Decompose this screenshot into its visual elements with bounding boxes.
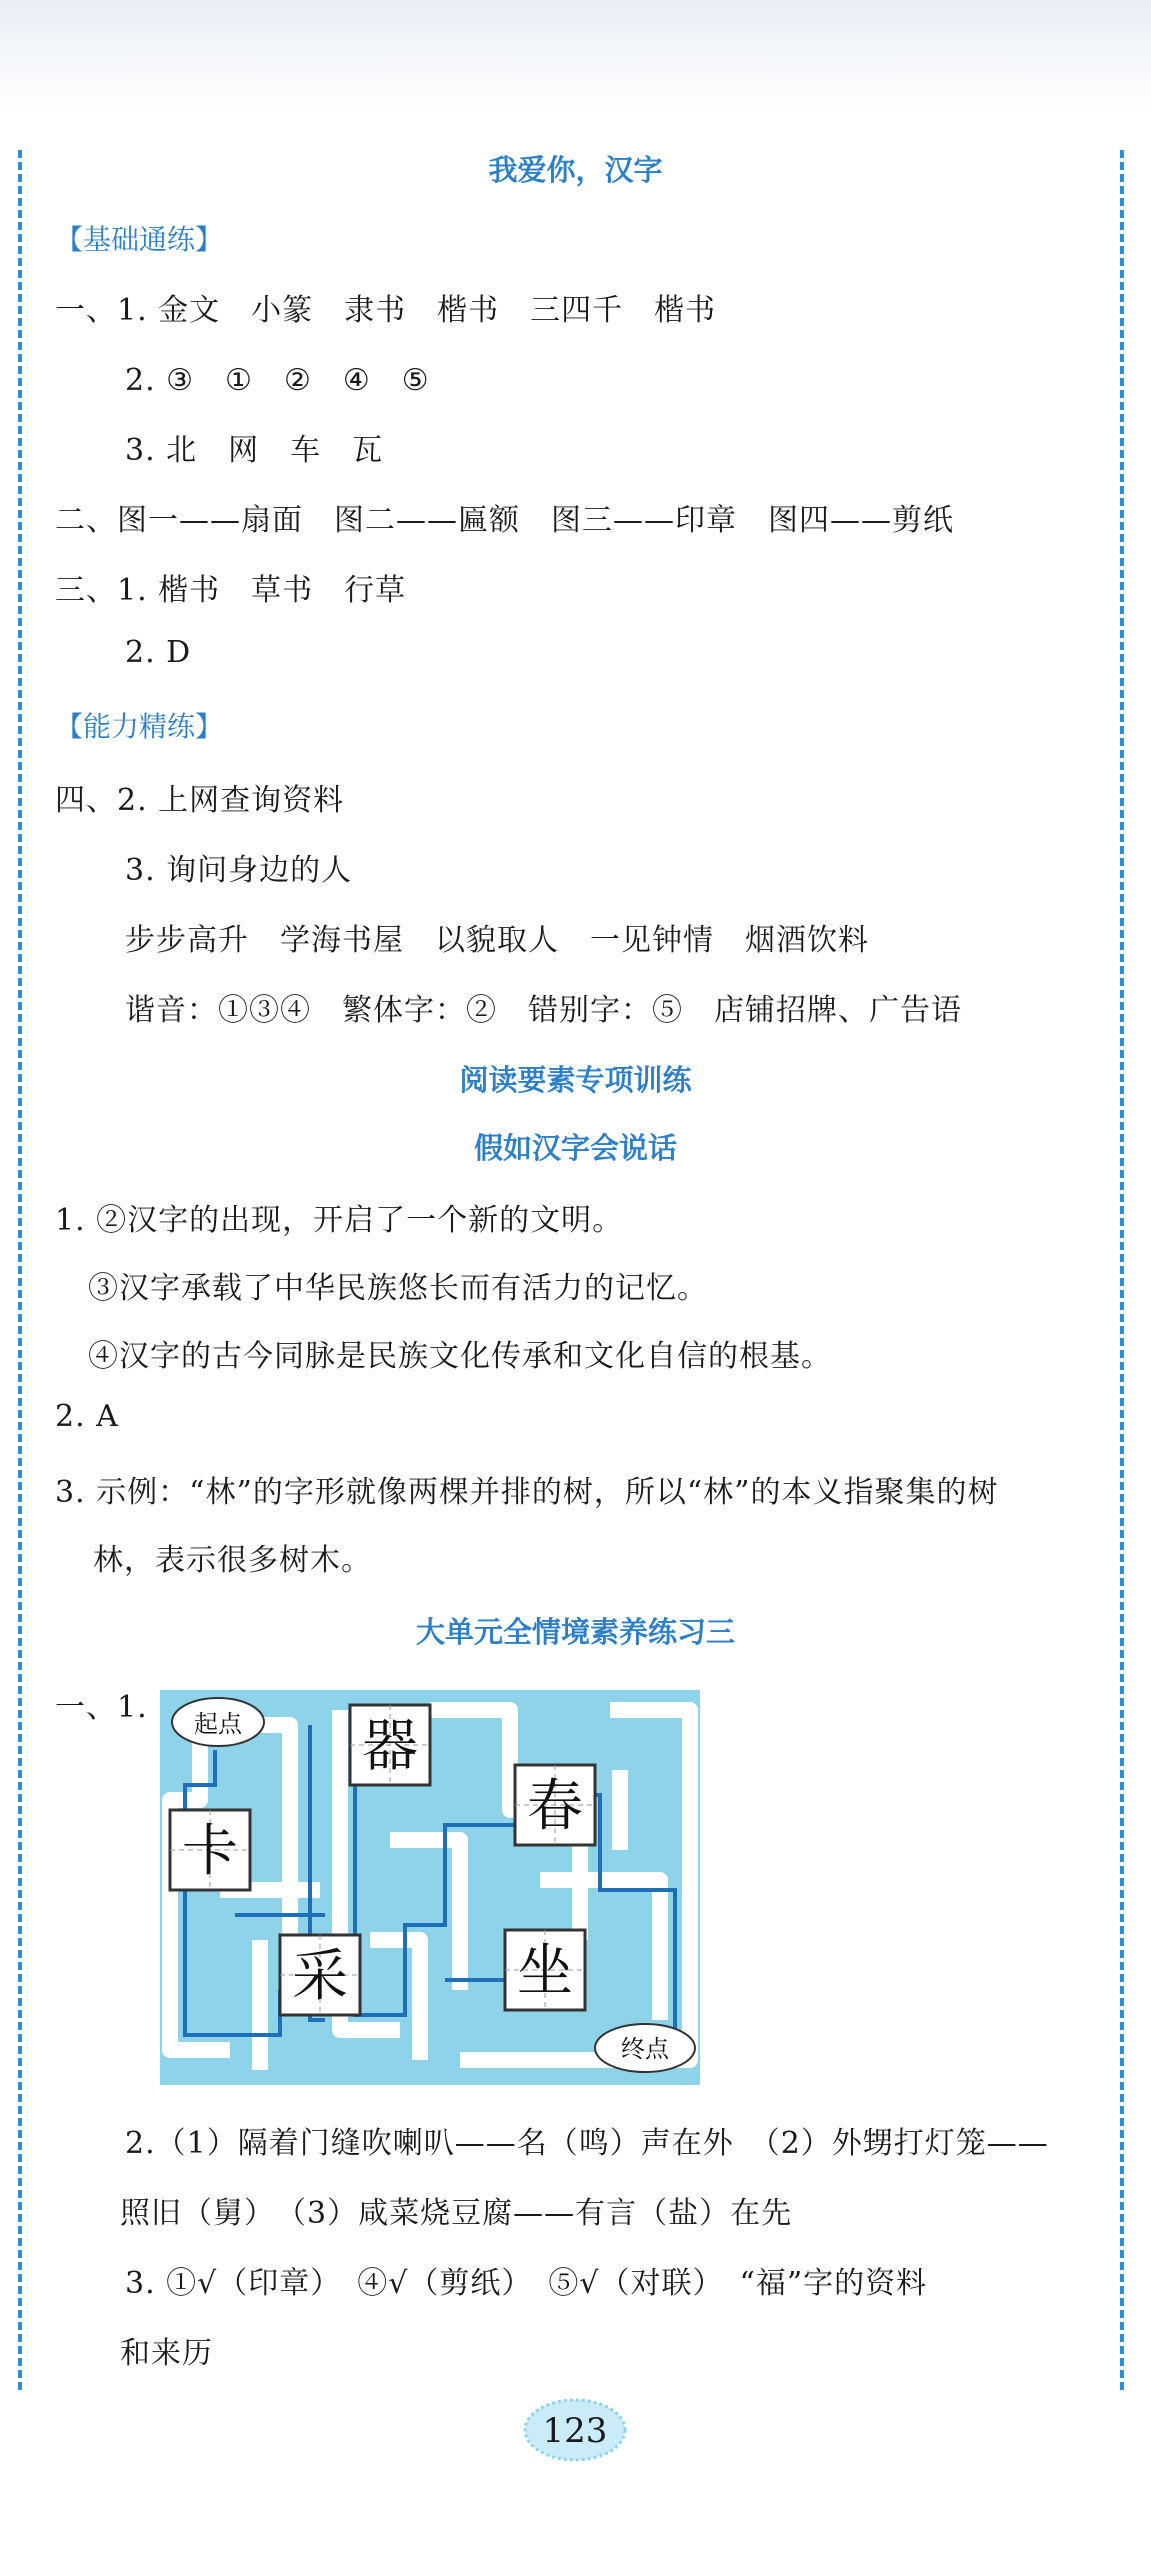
answer-1-2: 2. ③ ① ② ④ ⑤ bbox=[125, 363, 430, 398]
maze-svg bbox=[160, 1690, 700, 2085]
maze-start-bubble bbox=[172, 1698, 264, 1746]
maze-char-3: 卡 bbox=[182, 1819, 238, 1884]
unit-answer-1-label: 一、1. bbox=[55, 1690, 148, 1725]
maze-figure bbox=[160, 1690, 700, 2085]
maze-char-2: 春 bbox=[527, 1774, 583, 1839]
maze-char-5: 坐 bbox=[517, 1939, 573, 2004]
answer-2: 二、图一——扇面 图二——匾额 图三——印章 图四——剪纸 bbox=[55, 503, 954, 538]
section-basic-practice: 【基础通练】 bbox=[55, 223, 224, 256]
heading-reading-training: 阅读要素专项训练 bbox=[459, 1063, 692, 1097]
reading-answer-3a: 3. 示例：“林”的字形就像两棵并排的树，所以“林”的本义指聚集的树 bbox=[55, 1475, 999, 1510]
heading-love-chinese: 我爱你，汉字 bbox=[488, 153, 663, 187]
maze-end-label: 终点 bbox=[621, 2035, 669, 2063]
answer-3-1: 三、1. 楷书 草书 行草 bbox=[55, 573, 407, 608]
answer-4-words: 步步高升 学海书屋 以貌取人 一见钟情 烟酒饮料 bbox=[125, 923, 869, 958]
maze-start-label: 起点 bbox=[194, 1710, 242, 1738]
page-number: 123 bbox=[542, 2411, 608, 2451]
answer-4-2: 四、2. 上网查询资料 bbox=[55, 783, 345, 818]
reading-answer-1c: ④汉字的古今同脉是民族文化传承和文化自信的根基。 bbox=[88, 1339, 832, 1374]
unit-answer-3b: 和来历 bbox=[120, 2336, 213, 2371]
unit-answer-2a: 2.（1）隔着门缝吹喇叭——名（鸣）声在外 （2）外甥打灯笼—— bbox=[125, 2126, 1049, 2161]
maze-char-1: 器 bbox=[362, 1714, 418, 1779]
answer-4-3: 3. 询问身边的人 bbox=[125, 853, 353, 888]
unit-answer-3a: 3. ①√（印章） ④√（剪纸） ⑤√（对联） “福”字的资料 bbox=[125, 2266, 928, 2301]
unit-answer-2b: 照旧（舅） （3）咸菜烧豆腐——有言（盐）在先 bbox=[120, 2196, 793, 2231]
answer-1-3: 3. 北 网 车 瓦 bbox=[125, 433, 384, 468]
heading-unit-practice-3: 大单元全情境素养练习三 bbox=[415, 1615, 735, 1649]
maze-char-4: 采 bbox=[292, 1944, 348, 2009]
heading-if-characters-could-speak: 假如汉字会说话 bbox=[473, 1131, 677, 1165]
reading-answer-2: 2. A bbox=[55, 1399, 119, 1434]
char-box-chun bbox=[515, 1765, 595, 1845]
answer-3-2: 2. D bbox=[125, 635, 192, 670]
char-box-ka bbox=[170, 1810, 250, 1890]
page-number-badge bbox=[520, 2395, 630, 2465]
char-box-zuo bbox=[505, 1930, 585, 2010]
char-box-qi bbox=[350, 1705, 430, 1785]
reading-answer-1b: ③汉字承载了中华民族悠长而有活力的记忆。 bbox=[88, 1271, 708, 1306]
reading-answer-3b: 林，表示很多树木。 bbox=[93, 1543, 372, 1578]
section-ability-practice: 【能力精练】 bbox=[55, 710, 224, 743]
answer-1-1: 一、1. 金文 小篆 隶书 楷书 三四千 楷书 bbox=[55, 293, 717, 328]
answer-4-types: 谐音：①③④ 繁体字：② 错别字：⑤ 店铺招牌、广告语 bbox=[125, 993, 962, 1028]
reading-answer-1a: 1. ②汉字的出现，开启了一个新的文明。 bbox=[55, 1203, 624, 1238]
char-box-cai bbox=[280, 1935, 360, 2015]
maze-end-bubble bbox=[595, 2024, 695, 2072]
page-number-svg bbox=[520, 2395, 630, 2465]
